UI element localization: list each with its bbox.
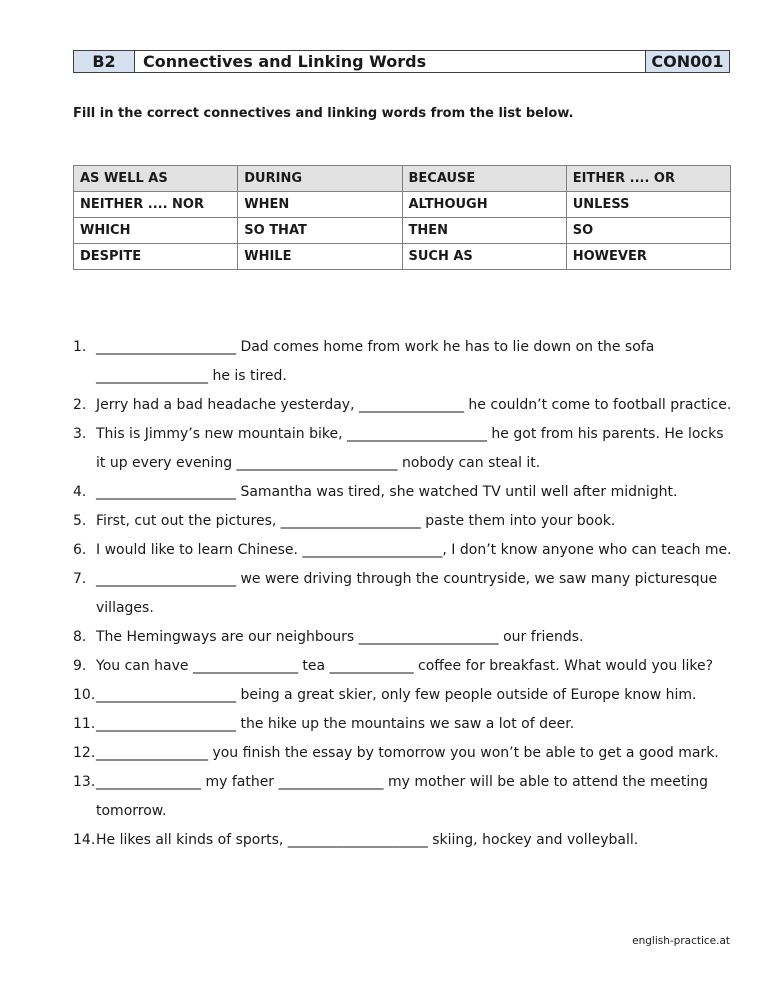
word-cell: DURING	[238, 166, 402, 192]
footer-source: english-practice.at	[632, 935, 730, 947]
exercise-item	[73, 652, 733, 681]
exercise-item	[73, 420, 733, 478]
exercise-text: The Hemingways are our neighbours ____________________ our friends.	[96, 629, 584, 645]
exercise-text: He likes all kinds of sports, ____________________ skiing, hockey and volleyball.	[96, 832, 639, 848]
word-row	[74, 244, 731, 270]
word-cell: THEN	[402, 218, 566, 244]
exercise-text: I would like to learn Chinese. ____________________, I don’t know anyone who can teach me.	[96, 542, 732, 558]
worksheet-header	[73, 50, 730, 73]
exercise-item	[73, 623, 733, 652]
exercise-item	[73, 710, 733, 739]
exercise-text: ____________________ Samantha was tired, she watched TV until well after midnight.	[96, 484, 678, 500]
word-cell: SO	[566, 218, 730, 244]
exercise-text: You can have _______________ tea ____________ coffee for breakfast. What would you like?	[96, 658, 714, 674]
exercise-number: 13.	[73, 774, 96, 790]
exercise-item	[73, 681, 733, 710]
exercise-number: 9.	[73, 658, 87, 674]
exercise-text: _______________ my father _______________ my mother will be able to attend the meeting tomorrow.	[96, 774, 708, 819]
word-cell: EITHER .... OR	[566, 166, 730, 192]
exercise-text: ____________________ we were driving through the countryside, we saw many picturesque villages.	[96, 571, 718, 616]
exercise-item	[73, 478, 733, 507]
exercise-item	[73, 507, 733, 536]
exercise-item	[73, 565, 733, 623]
word-row	[74, 218, 731, 244]
worksheet-code: CON001	[645, 51, 729, 72]
worksheet-title: Connectives and Linking Words	[143, 52, 427, 71]
exercise-number: 11.	[73, 716, 96, 732]
exercise-list	[73, 333, 733, 855]
exercise-item	[73, 536, 733, 565]
word-cell: NEITHER .... NOR	[74, 192, 238, 218]
exercise-text: First, cut out the pictures, ____________________ paste them into your book.	[96, 513, 616, 529]
exercise-number: 12.	[73, 745, 96, 761]
word-cell: HOWEVER	[566, 244, 730, 270]
exercise-text: ____________________ the hike up the mountains we saw a lot of deer.	[96, 716, 575, 732]
word-row	[74, 166, 731, 192]
exercise-number: 4.	[73, 484, 87, 500]
exercise-text: ________________ you finish the essay by tomorrow you won’t be able to get a good mark.	[96, 745, 719, 761]
exercise-number: 8.	[73, 629, 87, 645]
word-cell: DESPITE	[74, 244, 238, 270]
instructions: Fill in the correct connectives and linking words from the list below.	[73, 106, 574, 121]
exercise-item	[73, 739, 733, 768]
word-cell: SO THAT	[238, 218, 402, 244]
word-cell: SUCH AS	[402, 244, 566, 270]
word-cell: ALTHOUGH	[402, 192, 566, 218]
exercise-text: ____________________ Dad comes home from work he has to lie down on the sofa ________________ he is tired.	[96, 339, 655, 384]
exercise-number: 5.	[73, 513, 87, 529]
exercise-text: This is Jimmy’s new mountain bike, ____________________ he got from his parents. He locks it up every evening _______________________ nobody can steal it.	[96, 426, 724, 471]
exercise-item	[73, 391, 733, 420]
exercise-item	[73, 768, 733, 826]
exercise-text: Jerry had a bad headache yesterday, _______________ he couldn’t come to football practice.	[96, 397, 732, 413]
exercise-item	[73, 333, 733, 391]
word-cell: BECAUSE	[402, 166, 566, 192]
word-cell: AS WELL AS	[74, 166, 238, 192]
word-cell: WHICH	[74, 218, 238, 244]
exercise-number: 3.	[73, 426, 87, 442]
word-cell: UNLESS	[566, 192, 730, 218]
exercise-number: 10.	[73, 687, 96, 703]
word-cell: WHILE	[238, 244, 402, 270]
exercise-number: 6.	[73, 542, 87, 558]
level-label: B2	[74, 51, 135, 72]
exercise-number: 14.	[73, 832, 96, 848]
exercise-number: 1.	[73, 339, 87, 355]
word-list-table	[73, 165, 731, 270]
word-cell: WHEN	[238, 192, 402, 218]
word-row	[74, 192, 731, 218]
exercise-item	[73, 826, 733, 855]
exercise-text: ____________________ being a great skier, only few people outside of Europe know him.	[96, 687, 697, 703]
exercise-number: 7.	[73, 571, 87, 587]
exercise-number: 2.	[73, 397, 87, 413]
